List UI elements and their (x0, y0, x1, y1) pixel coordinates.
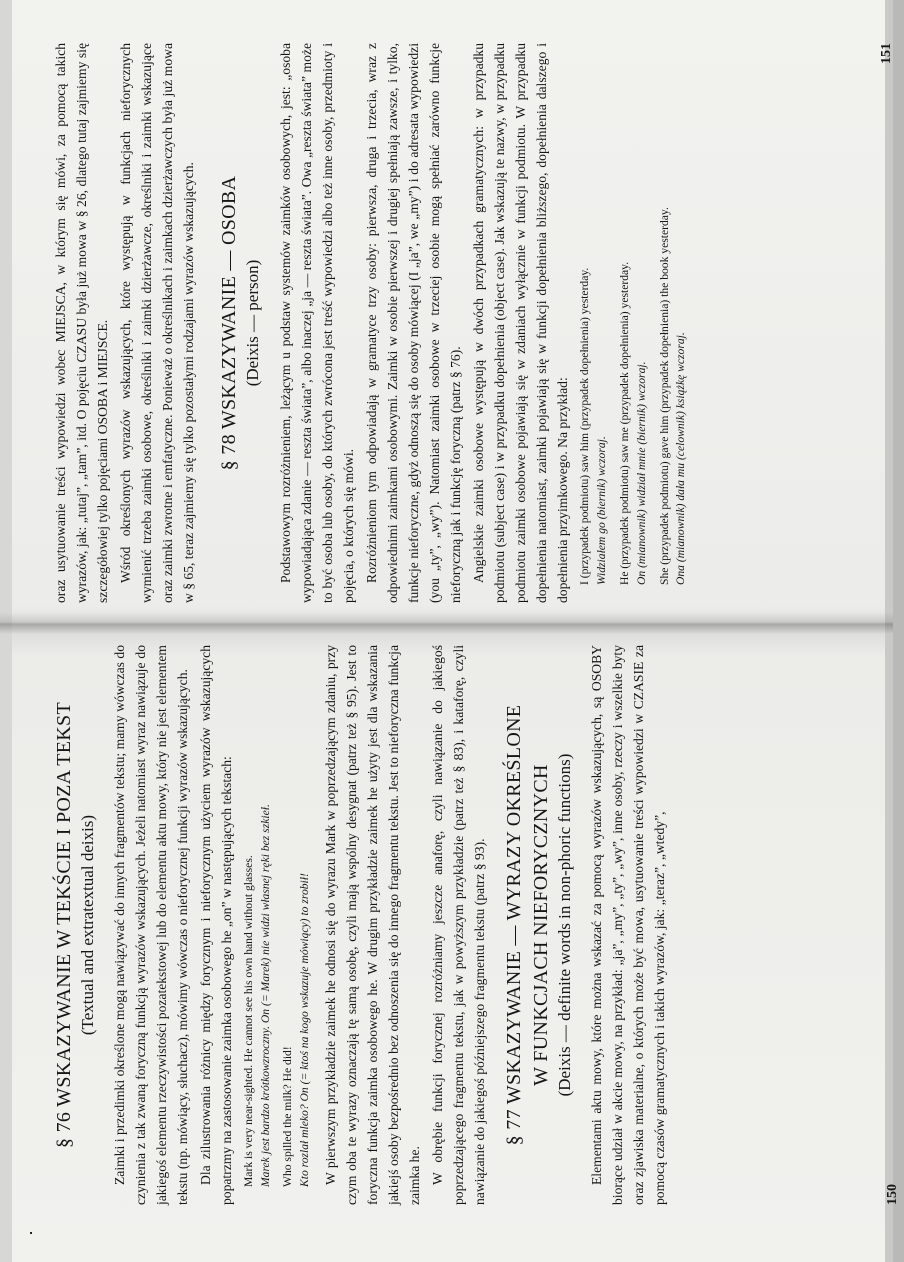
s78-paragraph-3: Angielskie zaimki osobowe występują w dwóch przypadkach gramatycznych: w przypadku podmiotu (subject case) i w przypadku dopełnienia (object case). Jak wskazują te nazwy, w przypadku podmiotu zaimki osobowe pojawiają się w zdaniach wyłącznie w funkcji podmiotu. W przypadku dopełnienia natomiast, zaimki pojawiają się w funkcji dopełnienia bliższego, dopełnienia dalszego i dopełnienia przyimkowego. Na przykład: (471, 43, 571, 603)
s76-example-1-english: Mark is very near-sighted. He cannot see his own hand without glasses. (242, 855, 256, 1187)
s76-example-1-polish: Marek jest bardzo krótkowzroczny. On (= Marek) nie widzi własnej ręki bez szkieł. (259, 804, 273, 1187)
s78-example-2-polish: On (mianownik) widział mnie (biernik) wczoraj. (634, 361, 648, 585)
s78-example-2-english: He (przypadek podmiotu) saw me (przypadek dopełnienia) yesterday. (618, 261, 631, 585)
s76-paragraph-4: W obrębie funkcji forycznej rozróżniamy jeszcze anaforę, czyli nawiązanie do jakiegoś poprzedzającego fragmentu tekstu, jak w powyższym przykładzie (patrz też § 83), i kataforę, czyli nawiązanie do jakiegoś późniejszego fragmentu tekstu (patrz § 93). (429, 645, 488, 1205)
scan-speck (30, 1232, 32, 1234)
page-150 (50, 645, 901, 1205)
page-number-150: 150 (885, 1184, 901, 1205)
paragraph-nonphoric-words: Wśród określonych wyrazów wskazujących, które występują w funkcjach nieforycznych wymienić trzeba zaimki osobowe, określniki i zaimki dzierżawcze, określniki i zaimki wskazujące oraz zaimki zwrotne i emfatyczne. Ponieważ o określnikach i zaimkach dzierżawczych była już mowa w § 65, teraz zajmiemy się tylko pozostałymi rodzajami wyrazów wskazujących. (118, 43, 197, 603)
s76-examples (241, 645, 313, 1187)
page-151 (50, 43, 895, 603)
s76-paragraph-2: Dla zilustrowania różnicy między forycznym i nieforycznym użyciem wyrazów wskazujących popatrzmy na zastosowanie zaimka osobowego he „on” w następujących tekstach: (198, 645, 235, 1205)
s76-example-2-polish: Kto rozlał mleko? On (= ktoś na kogo wskazuje mówiący) to zrobił! (297, 873, 311, 1187)
s78-example-3-english: She (przypadek podmiotu) gave him (przypadek dopełnienia) the book yesterday. (657, 207, 671, 585)
s78-example-3-polish: Ona (mianownik) dała mu (celownik) książkę wczoraj. (674, 332, 688, 585)
s77-heading-line-2: W FUNKCJACH NIEFORYCZNYCH (530, 764, 553, 1086)
s76-example-2-english: Who spilled the milk? He did! (281, 1046, 295, 1187)
s76-subheading: (Textual and extratextual deixis) (78, 814, 97, 1036)
s77-heading-line-1: § 77 WSKAZYWANIE — WYRAZY OKREŚLONE (503, 704, 526, 1146)
s76-paragraph-3: W pierwszym przykładzie zaimek he odnosi się do wyrazu Mark w poprzedzającym zdaniu, przy czym oba te wyrazy oznaczają tę samą osobę, czyli mają wspólny desygnat (patrz też § 95). Jest to foryczna funkcja zaimka osobowego he. W drugim przykładzie zaimek he użyty jest dla wskazania jakiejś osoby bezpośrednio bez odnoszenia się do innego fragmentu tekstu. Jest to nieforyczna funkcja zaimka he. (322, 645, 422, 1205)
s78-heading: § 78 WSKAZYWANIE — OSOBA (218, 175, 241, 471)
s77-paragraph-1: Elementami aktu mowy, które można wskazać za pomocą wyrazów wskazujących, są OSOBY biorące udział w akcie mowy, na przykład: „ja”, „my”, „ty”, „wy”, inne osoby, rzeczy i wszelkie byty oraz zjawiska materialne, o których może być mowa, usytuowanie treści wypowiedzi w CZASIE za pomocą czasów gramatycznych i takich wyrazów, jak: „teraz”, „wtedy”, (589, 645, 668, 1205)
s76-paragraph-1: Zaimki i przedimki określone mogą nawiązywać do innych fragmentów tekstu; mamy wówczas do czynienia z tak zwaną foryczną funkcją wyrazów wskazujących. Jeżeli natomiast wyraz nawiązuje do jakiegoś elementu rzeczywistości pozatekstowej lub do elementu aktu mowy, który nie jest elementem tekstu (np. mówiący, słuchacz), mówimy wówczas o nieforycznej funkcji wyrazów wskazujących. (112, 645, 191, 1205)
s78-examples (577, 43, 690, 585)
s76-heading: § 76 WSKAZYWANIE W TEKŚCIE I POZA TEKST (53, 702, 75, 1148)
s78-paragraph-1: Podstawowym rozróżnieniem, leżącym u podstaw systemów zaimków osobowych, jest: „osoba wypowiadająca zdanie — reszta świata”, albo inaczej „ja — reszta świata”. Owa „reszta świata” może to być osoba lub osoby, do których zwrócona jest treść wypowiedzi albo też inne osoby, przedmioty i pojęcia, o których się mówi. (277, 43, 356, 603)
s78-example-1-polish: Widziałem go (biernik) wczoraj. (595, 436, 609, 585)
s77-subheading: (Deixis — definite words in non-phoric functions) (555, 753, 575, 1097)
page-number-151: 151 (879, 43, 895, 64)
continued-paragraph: oraz usytuowanie treści wypowiedzi wobec MIEJSCA, w którym się mówi, za pomocą takich wyrazów, jak: „tutaj”, „tam”, itd. O pojęciu CZASU była już mowa w § 26, dlatego tutaj zajmiemy się szczegółowiej tylko pojęciami OSOBA i MIEJSCE. (53, 43, 111, 603)
s78-paragraph-2: Rozróżnieniom tym odpowiadają w gramatyce trzy osoby: pierwsza, druga i trzecia, wraz z odpowiednimi zaimkami osobowymi. Zaimki w osobie pierwszej i drugiej spełniają zawsze, i tylko, funkcje nieforyczne, gdyż odnoszą się do osoby mówiącej (I „ja”, we „my”) i do adresata wypowiedzi (you „ty”, „wy”). Natomiast zaimki osobowe w trzeciej osobie mogą spełniać zarówno funkcje nieforyczną jak i funkcję foryczną (patrz § 76). (363, 43, 464, 603)
s78-subheading: (Deixis — person) (243, 259, 263, 387)
book-gutter-shadow (0, 612, 893, 634)
s78-example-1-english: I (przypadek podmiotu) saw him (przypadek dopełnienia) yesterday. (578, 267, 592, 585)
